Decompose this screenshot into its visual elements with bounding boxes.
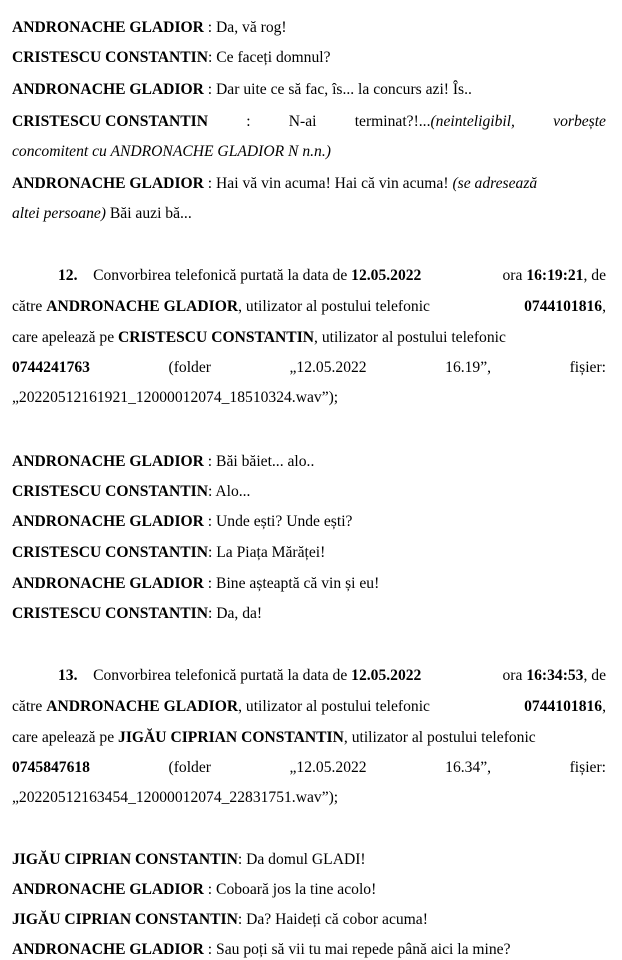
dialogue-line: ANDRONACHE GLADIOR : Coboară jos la tine acolo! — [12, 881, 377, 898]
call-header: 12. Convorbirea telefonică purtată la data de 12.05.2022 ora 16:19:21, de — [58, 267, 606, 284]
dialogue-line: JIGĂU CIPRIAN CONSTANTIN: Da domul GLADI! — [12, 851, 366, 868]
dialogue-line: ANDRONACHE GLADIOR : Unde ești? Unde ești? — [12, 513, 353, 530]
dialogue-line: CRISTESCU CONSTANTIN: La Piața Mărățeі! — [12, 544, 326, 561]
call-file: „20220512161921_12000012074_18510324.wav”); — [12, 389, 339, 406]
dialogue-line: JIGĂU CIPRIAN CONSTANTIN: Da? Haideți că cobor acuma! — [12, 911, 428, 928]
dialogue-line-continuation: altei persoane) Băi auzi bă... — [12, 205, 192, 222]
dialogue-line: CRISTESCU CONSTANTIN : N-ai terminat?!...(neinteligibil, vorbește — [12, 113, 606, 130]
dialogue-line: CRISTESCU CONSTANTIN: Da, da! — [12, 605, 263, 622]
dialogue-line: ANDRONACHE GLADIOR : Sau poți să vii tu mai repede până aici la mine? — [12, 941, 511, 958]
call-header: 13. Convorbirea telefonică purtată la data de 12.05.2022 ora 16:34:53, de — [58, 667, 606, 684]
dialogue-line: ANDRONACHE GLADIOR : Da, vă rog! — [12, 19, 287, 36]
dialogue-line: ANDRONACHE GLADIOR : Dar uite ce să fac, îs... la concurs azi! Îs.. — [12, 81, 472, 98]
call-line: către ANDRONACHE GLADIOR, utilizator al postului telefonic 0744101816, — [12, 298, 606, 315]
call-line: către ANDRONACHE GLADIOR, utilizator al postului telefonic 0744101816, — [12, 698, 606, 715]
call-line: 0745847618 (folder „12.05.2022 16.34”, fișier: — [12, 759, 606, 776]
dialogue-line: ANDRONACHE GLADIOR : Băi băiet... alo.. — [12, 453, 315, 470]
dialogue-line: ANDRONACHE GLADIOR : Bine așteaptă că vin și eu! — [12, 575, 380, 592]
dialogue-line: CRISTESCU CONSTANTIN: Alo... — [12, 483, 251, 500]
call-line: care apelează pe CRISTESCU CONSTANTIN, utilizator al postului telefonic — [12, 329, 506, 346]
dialogue-line: ANDRONACHE GLADIOR : Hai vă vin acuma! Hai că vin acuma! (se adresează — [12, 175, 538, 192]
dialogue-line-continuation: concomitent cu ANDRONACHE GLADIOR N n.n.) — [12, 143, 331, 160]
call-line: 0744241763 (folder „12.05.2022 16.19”, fișier: — [12, 359, 606, 376]
call-line: care apelează pe JIGĂU CIPRIAN CONSTANTIN, utilizator al postului telefonic — [12, 729, 536, 746]
dialogue-line: CRISTESCU CONSTANTIN: Ce faceți domnul? — [12, 49, 331, 66]
call-file: „20220512163454_12000012074_22831751.wav”); — [12, 789, 339, 806]
